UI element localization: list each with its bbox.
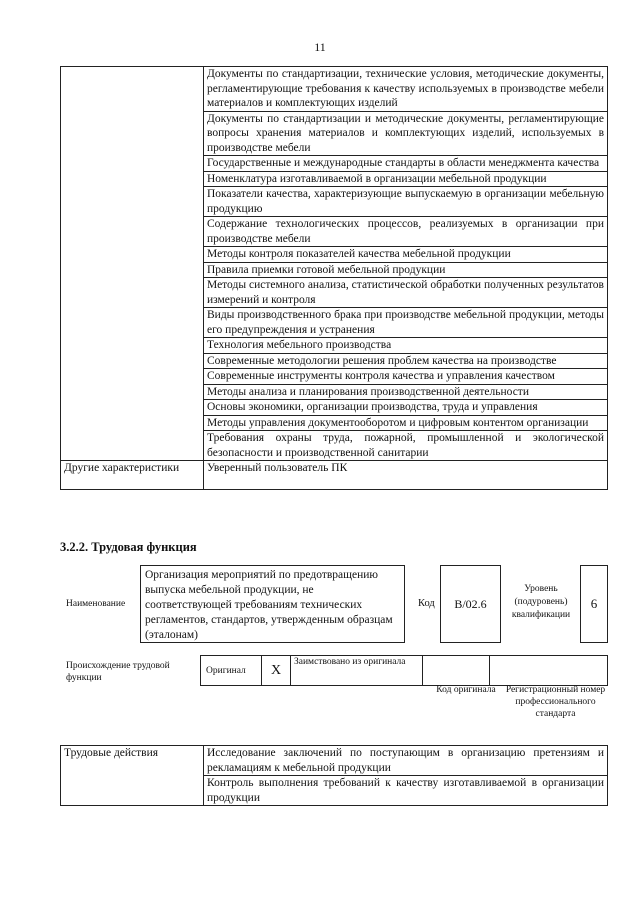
knowledge-item: Современные методологии решения проблем качества на производстве: [204, 353, 608, 369]
original-mark: X: [262, 656, 291, 686]
page-number: 11: [314, 40, 326, 54]
knowledge-item: Виды производственного брака при производстве мебельной продукции, методы его предупреждения и устранения: [204, 308, 608, 338]
level-value: 6: [580, 565, 608, 643]
knowledge-item: Технология мебельного производства: [204, 338, 608, 354]
code-caption: Код оригинала: [436, 685, 496, 695]
knowledge-item: Методы анализа и планирования производственной деятельности: [204, 384, 608, 400]
code-label: Код: [418, 598, 435, 609]
name-label: Наименование: [66, 599, 126, 609]
other-label: Другие характеристики: [61, 461, 204, 490]
code-value: B/02.6: [440, 565, 501, 643]
action-row: [61, 746, 608, 776]
actions-label: Трудовые действия: [61, 746, 204, 806]
knowledge-item: Государственные и международные стандарты в области менеджмента качества: [204, 156, 608, 172]
other-row: [61, 461, 608, 490]
function-name-value: Организация мероприятий по предотвращению выпуска мебельной продукции, не соответствующей требованиям технических регламентов, стандартов, утвержденным образцам (эталонам): [140, 565, 405, 643]
borrowed-label: Заимствовано из оригинала: [291, 656, 423, 686]
knowledge-item: Содержание технологических процессов, реализуемых в организации при производстве мебели: [204, 217, 608, 247]
origin-reg-cell: [490, 656, 608, 686]
action-item: Контроль выполнения требований к качеству изготавливаемой в организации продукции: [204, 776, 608, 806]
knowledge-item: Методы системного анализа, статистической обработки полученных результатов измерений и контроля: [204, 278, 608, 308]
knowledge-item: Документы по стандартизации и методические документы, регламентирующие вопросы хранения материалов и комплектующих изделий, используемых в производстве мебели: [204, 111, 608, 156]
reg-caption: Регистрационный номер профессионального стандарта: [505, 685, 606, 719]
other-value: Уверенный пользователь ПК: [204, 461, 608, 490]
knowledge-item: Правила приемки готовой мебельной продукции: [204, 262, 608, 278]
knowledge-item: Методы управления документооборотом и цифровым контентом организации: [204, 415, 608, 431]
level-label: Уровень (подуровень) квалификации: [511, 584, 571, 620]
action-item: Исследование заключений по поступающим в организацию претензиям и рекламациям к мебельной продукции: [204, 746, 608, 776]
knowledge-item: Документы по стандартизации, технические условия, методические документы, регламентирующие требования к качеству используемых в производстве мебели материалов и комплектующих изделий: [204, 67, 608, 112]
actions-table: [60, 745, 608, 806]
knowledge-item: Методы контроля показателей качества мебельной продукции: [204, 247, 608, 263]
origin-table: [200, 655, 608, 686]
knowledge-item: Основы экономики, организации производства, труда и управления: [204, 400, 608, 416]
section-heading: 3.2.2. Трудовая функция: [60, 540, 197, 554]
origin-label: Происхождение трудовой функции: [66, 661, 170, 683]
knowledge-item: Показатели качества, характеризующие выпускаемую в организации мебельную продукцию: [204, 187, 608, 217]
knowledge-item: Номенклатура изготавливаемой в организации мебельной продукции: [204, 171, 608, 187]
original-label: Оригинал: [201, 656, 262, 686]
knowledge-item: Требования охраны труда, пожарной, промышленной и экологической безопасности и производственной санитарии: [204, 431, 608, 461]
knowledge-item: Современные инструменты контроля качества и управления качеством: [204, 369, 608, 385]
knowledge-label-cell: [61, 67, 204, 461]
knowledge-row: [61, 67, 608, 112]
knowledge-table: [60, 66, 608, 490]
origin-code-cell: [423, 656, 490, 686]
